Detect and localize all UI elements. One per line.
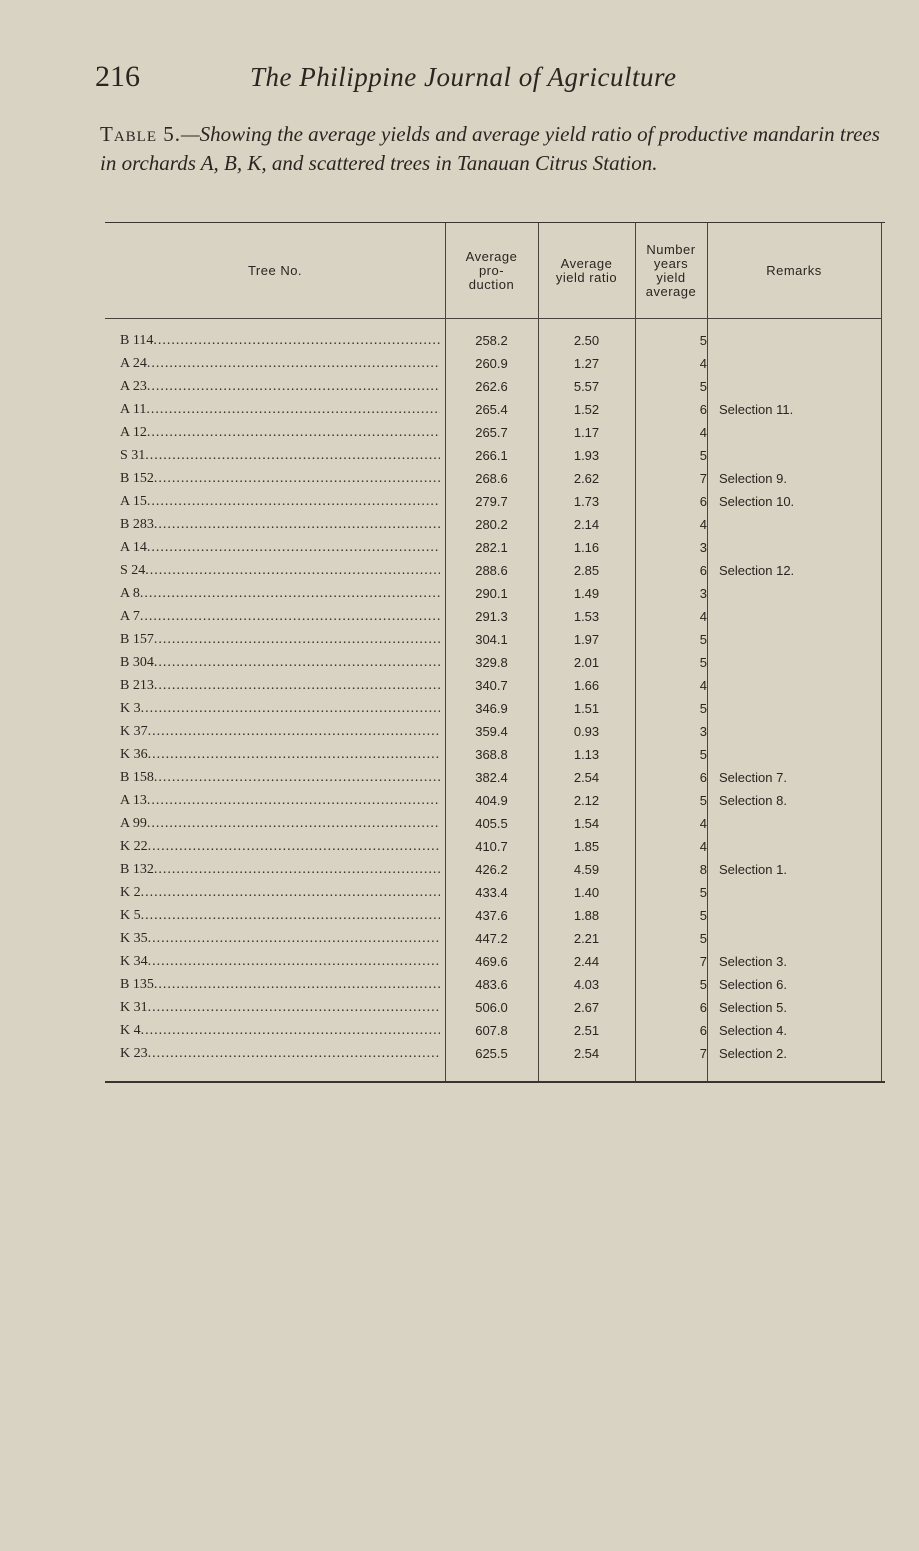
average-production-cell: 625.5 xyxy=(475,1046,508,1061)
table-body xyxy=(105,329,885,1065)
table-row xyxy=(105,904,885,927)
number-years-cell xyxy=(635,816,707,831)
page-number: 216 xyxy=(95,60,140,93)
tree-no-cell: A 99 ..... xyxy=(120,816,440,832)
number-years-value: 5 xyxy=(699,448,707,463)
number-years-value: 6 xyxy=(699,770,707,785)
tree-no-cell: K 31 ..... xyxy=(120,1000,440,1016)
average-production-cell: 437.6 xyxy=(475,908,508,923)
number-years-cell xyxy=(635,793,707,808)
remarks-cell: Selection 2. xyxy=(719,1046,787,1061)
tree-no-cell: K 3 ..... xyxy=(120,701,440,717)
table-row xyxy=(105,881,885,904)
remarks-cell: Selection 1. xyxy=(719,862,787,877)
number-years-cell xyxy=(635,931,707,946)
average-production-cell: 291.3 xyxy=(475,609,508,624)
number-years-cell xyxy=(635,655,707,670)
number-years-value: 6 xyxy=(699,402,707,417)
number-years-cell xyxy=(635,609,707,624)
tree-no-cell: A 12 ..... xyxy=(120,425,440,441)
number-years-value: 3 xyxy=(699,540,707,555)
number-years-cell xyxy=(635,885,707,900)
column-header-average-production: Average pro- duction xyxy=(465,248,518,292)
number-years-cell xyxy=(635,862,707,877)
tree-no-cell: A 14 ..... xyxy=(120,540,440,556)
average-production-cell: 329.8 xyxy=(475,655,508,670)
average-production-cell: 290.1 xyxy=(475,586,508,601)
average-yield-ratio-cell: 4.59 xyxy=(573,862,600,877)
tree-no-cell: B 114 ..... xyxy=(120,333,440,349)
average-production-cell: 340.7 xyxy=(475,678,508,693)
number-years-value: 5 xyxy=(699,379,707,394)
average-production-cell: 304.1 xyxy=(475,632,508,647)
average-production-cell: 262.6 xyxy=(475,379,508,394)
average-production-cell: 260.9 xyxy=(475,356,508,371)
average-production-cell: 265.4 xyxy=(475,402,508,417)
journal-title: The Philippine Journal of Agriculture xyxy=(250,62,677,92)
table-row xyxy=(105,490,885,513)
remarks-cell: Selection 6. xyxy=(719,977,787,992)
number-years-value: 7 xyxy=(699,471,707,486)
table-row xyxy=(105,743,885,766)
table-row xyxy=(105,674,885,697)
tree-no-cell: S 24 ..... xyxy=(120,563,440,579)
column-header-average-yield-ratio: Average yield ratio xyxy=(555,255,618,285)
table-row xyxy=(105,651,885,674)
average-yield-ratio-cell: 1.73 xyxy=(573,494,600,509)
average-production-cell: 258.2 xyxy=(475,333,508,348)
tree-no-cell: S 31 ..... xyxy=(120,448,440,464)
table-row xyxy=(105,996,885,1019)
tree-no-cell: B 213 ..... xyxy=(120,678,440,694)
tree-no-cell: A 23 ..... xyxy=(120,379,440,395)
average-yield-ratio-cell: 1.54 xyxy=(573,816,600,831)
table-row xyxy=(105,582,885,605)
average-yield-ratio-cell: 4.03 xyxy=(573,977,600,992)
average-yield-ratio-cell: 1.40 xyxy=(573,885,600,900)
tree-no-cell: A 7 ..... xyxy=(120,609,440,625)
tree-no-cell: K 4 ..... xyxy=(120,1023,440,1039)
average-yield-ratio-cell: 2.12 xyxy=(573,793,600,808)
remarks-cell: Selection 12. xyxy=(719,563,795,578)
average-yield-ratio-cell: 1.93 xyxy=(573,448,600,463)
number-years-cell xyxy=(635,724,707,739)
average-yield-ratio-cell: 2.85 xyxy=(573,563,600,578)
number-years-value: 4 xyxy=(699,839,707,854)
number-years-value: 5 xyxy=(699,333,707,348)
number-years-cell xyxy=(635,747,707,762)
number-years-value: 5 xyxy=(699,931,707,946)
tree-no-cell: A 15 ..... xyxy=(120,494,440,510)
average-production-cell: 288.6 xyxy=(475,563,508,578)
tree-no-cell: B 283 ..... xyxy=(120,517,440,533)
number-years-cell xyxy=(635,1023,707,1038)
average-production-cell: 266.1 xyxy=(475,448,508,463)
table-row xyxy=(105,858,885,881)
average-yield-ratio-cell: 2.51 xyxy=(573,1023,600,1038)
number-years-cell xyxy=(635,471,707,486)
tree-no-cell: B 304 ..... xyxy=(120,655,440,671)
average-production-cell: 265.7 xyxy=(475,425,508,440)
average-yield-ratio-cell: 1.13 xyxy=(573,747,600,762)
number-years-value: 6 xyxy=(699,1000,707,1015)
average-production-cell: 607.8 xyxy=(475,1023,508,1038)
number-years-cell xyxy=(635,563,707,578)
number-years-cell xyxy=(635,839,707,854)
average-yield-ratio-cell: 1.16 xyxy=(573,540,600,555)
column-header-tree-no: Tree No. xyxy=(247,262,303,278)
tree-no-cell: K 22 ..... xyxy=(120,839,440,855)
table-row xyxy=(105,628,885,651)
table-row xyxy=(105,720,885,743)
average-production-cell: 469.6 xyxy=(475,954,508,969)
number-years-value: 8 xyxy=(699,862,707,877)
table-row xyxy=(105,927,885,950)
number-years-value: 5 xyxy=(699,977,707,992)
number-years-value: 4 xyxy=(699,816,707,831)
number-years-cell xyxy=(635,770,707,785)
average-yield-ratio-cell: 1.17 xyxy=(573,425,600,440)
table-label: Table 5. xyxy=(100,122,181,146)
average-yield-ratio-cell: 0.93 xyxy=(573,724,600,739)
remarks-cell: Selection 10. xyxy=(719,494,795,509)
table-row xyxy=(105,950,885,973)
number-years-cell xyxy=(635,356,707,371)
tree-no-cell: K 37 ..... xyxy=(120,724,440,740)
remarks-cell: Selection 11. xyxy=(719,402,794,417)
remarks-cell: Selection 3. xyxy=(719,954,787,969)
table-row xyxy=(105,766,885,789)
number-years-cell xyxy=(635,632,707,647)
table-row xyxy=(105,605,885,628)
page-header xyxy=(95,60,855,100)
table-row xyxy=(105,398,885,421)
number-years-cell xyxy=(635,701,707,716)
number-years-cell xyxy=(635,448,707,463)
table-row xyxy=(105,1042,885,1065)
table-caption-text: —Showing the average yields and average yield ratio of productive mandarin trees in orchards A, B, K, and scattered trees in Tanauan Citrus Station. xyxy=(100,122,880,175)
average-production-cell: 368.8 xyxy=(475,747,508,762)
average-production-cell: 279.7 xyxy=(475,494,508,509)
average-yield-ratio-cell: 1.27 xyxy=(573,356,600,371)
average-yield-ratio-cell: 2.50 xyxy=(573,333,600,348)
remarks-cell: Selection 7. xyxy=(719,770,787,785)
table-row xyxy=(105,973,885,996)
tree-no-cell: K 36 ..... xyxy=(120,747,440,763)
average-yield-ratio-cell: 2.01 xyxy=(573,655,600,670)
average-production-cell: 404.9 xyxy=(475,793,508,808)
average-production-cell: 382.4 xyxy=(475,770,508,785)
number-years-cell xyxy=(635,954,707,969)
table-row xyxy=(105,467,885,490)
number-years-value: 3 xyxy=(699,724,707,739)
table-row xyxy=(105,352,885,375)
number-years-value: 6 xyxy=(699,563,707,578)
tree-no-cell: K 34 ..... xyxy=(120,954,440,970)
average-production-cell: 268.6 xyxy=(475,471,508,486)
number-years-value: 6 xyxy=(699,494,707,509)
number-years-value: 5 xyxy=(699,885,707,900)
number-years-cell xyxy=(635,494,707,509)
average-yield-ratio-cell: 1.51 xyxy=(573,701,600,716)
number-years-cell xyxy=(635,1000,707,1015)
number-years-value: 5 xyxy=(699,908,707,923)
number-years-value: 4 xyxy=(699,678,707,693)
tree-no-cell: A 11 ..... xyxy=(120,402,440,418)
number-years-cell xyxy=(635,425,707,440)
average-yield-ratio-cell: 1.85 xyxy=(573,839,600,854)
table-caption xyxy=(100,120,890,178)
table-row xyxy=(105,835,885,858)
number-years-value: 5 xyxy=(699,655,707,670)
table-row xyxy=(105,444,885,467)
average-yield-ratio-cell: 2.67 xyxy=(573,1000,600,1015)
average-yield-ratio-cell: 1.97 xyxy=(573,632,600,647)
average-production-cell: 483.6 xyxy=(475,977,508,992)
average-yield-ratio-cell: 1.66 xyxy=(573,678,600,693)
average-yield-ratio-cell: 2.21 xyxy=(573,931,600,946)
average-production-cell: 410.7 xyxy=(475,839,508,854)
number-years-value: 5 xyxy=(699,747,707,762)
number-years-value: 5 xyxy=(699,701,707,716)
average-yield-ratio-cell: 2.14 xyxy=(573,517,600,532)
average-production-cell: 506.0 xyxy=(475,1000,508,1015)
number-years-value: 7 xyxy=(699,1046,707,1061)
average-production-cell: 433.4 xyxy=(475,885,508,900)
number-years-value: 4 xyxy=(699,425,707,440)
number-years-cell xyxy=(635,517,707,532)
average-yield-ratio-cell: 2.44 xyxy=(573,954,600,969)
table-row xyxy=(105,536,885,559)
table-row xyxy=(105,789,885,812)
column-header-remarks: Remarks xyxy=(766,262,822,278)
remarks-cell: Selection 5. xyxy=(719,1000,787,1015)
table-row xyxy=(105,1019,885,1042)
number-years-value: 4 xyxy=(699,609,707,624)
tree-no-cell: K 35 ..... xyxy=(120,931,440,947)
remarks-cell: Selection 8. xyxy=(719,793,787,808)
average-yield-ratio-cell: 1.53 xyxy=(573,609,600,624)
average-yield-ratio-cell: 1.49 xyxy=(573,586,600,601)
average-yield-ratio-cell: 2.62 xyxy=(573,471,600,486)
number-years-cell xyxy=(635,402,707,417)
average-production-cell: 282.1 xyxy=(475,540,508,555)
number-years-cell xyxy=(635,1046,707,1061)
table-row xyxy=(105,513,885,536)
header-rule xyxy=(105,318,881,319)
number-years-cell xyxy=(635,333,707,348)
table-row xyxy=(105,697,885,720)
tree-no-cell: B 132 ..... xyxy=(120,862,440,878)
tree-no-cell: B 157 ..... xyxy=(120,632,440,648)
number-years-cell xyxy=(635,379,707,394)
table-row xyxy=(105,421,885,444)
average-production-cell: 280.2 xyxy=(475,517,508,532)
data-table xyxy=(105,222,885,1083)
tree-no-cell: K 23 ..... xyxy=(120,1046,440,1062)
number-years-cell xyxy=(635,540,707,555)
average-yield-ratio-cell: 2.54 xyxy=(573,1046,600,1061)
number-years-cell xyxy=(635,908,707,923)
tree-no-cell: B 135 ..... xyxy=(120,977,440,993)
average-production-cell: 447.2 xyxy=(475,931,508,946)
column-header-number-years: Number years yield average xyxy=(645,241,697,299)
table-row xyxy=(105,375,885,398)
remarks-cell: Selection 4. xyxy=(719,1023,787,1038)
number-years-cell xyxy=(635,977,707,992)
tree-no-cell: B 152 ..... xyxy=(120,471,440,487)
average-yield-ratio-cell: 5.57 xyxy=(573,379,600,394)
number-years-value: 3 xyxy=(699,586,707,601)
average-production-cell: 346.9 xyxy=(475,701,508,716)
tree-no-cell: K 5 ..... xyxy=(120,908,440,924)
average-production-cell: 426.2 xyxy=(475,862,508,877)
tree-no-cell: B 158 ..... xyxy=(120,770,440,786)
average-yield-ratio-cell: 1.88 xyxy=(573,908,600,923)
average-production-cell: 359.4 xyxy=(475,724,508,739)
number-years-cell xyxy=(635,586,707,601)
number-years-value: 4 xyxy=(699,356,707,371)
average-yield-ratio-cell: 2.54 xyxy=(573,770,600,785)
number-years-value: 4 xyxy=(699,517,707,532)
number-years-cell xyxy=(635,678,707,693)
tree-no-cell: K 2 ..... xyxy=(120,885,440,901)
average-yield-ratio-cell: 1.52 xyxy=(573,402,600,417)
average-production-cell: 405.5 xyxy=(475,816,508,831)
tree-no-cell: A 13 ..... xyxy=(120,793,440,809)
tree-no-cell: A 24 ..... xyxy=(120,356,440,372)
number-years-value: 5 xyxy=(699,632,707,647)
table-row xyxy=(105,812,885,835)
number-years-value: 6 xyxy=(699,1023,707,1038)
number-years-value: 7 xyxy=(699,954,707,969)
remarks-cell: Selection 9. xyxy=(719,471,787,486)
tree-no-cell: A 8 ..... xyxy=(120,586,440,602)
number-years-value: 5 xyxy=(699,793,707,808)
table-row xyxy=(105,329,885,352)
table-row xyxy=(105,559,885,582)
